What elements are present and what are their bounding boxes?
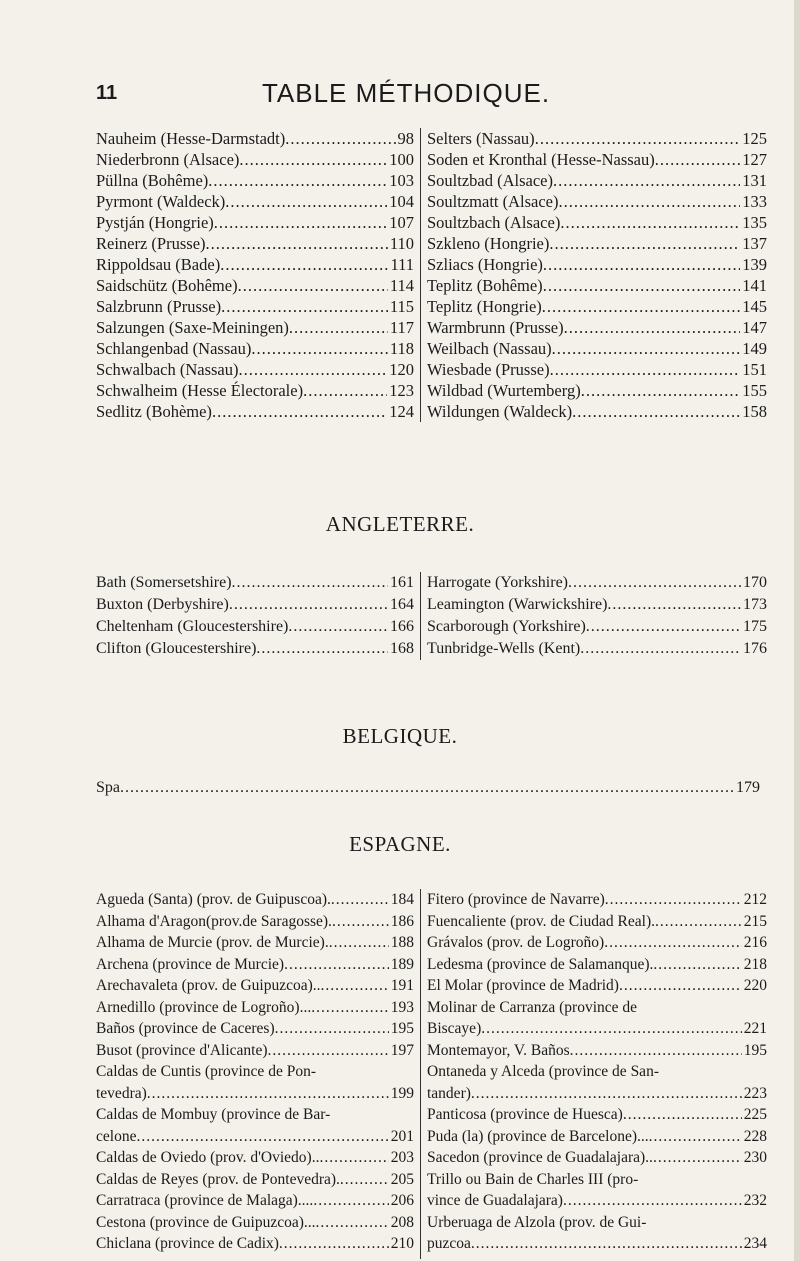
entry-name: Bath (Somersetshire): [96, 574, 232, 591]
index-entry: [427, 317, 767, 338]
index-entry: [96, 296, 414, 317]
index-entry: [427, 254, 767, 275]
entry-name: puzcoa: [427, 1235, 471, 1252]
leader-dots: [275, 1018, 389, 1040]
leader-dots: [607, 594, 741, 616]
entry-name: Wildungen (Waldeck): [427, 402, 573, 421]
entry-page-number: 145: [742, 297, 767, 316]
entry-name: Soden et Kronthal (Hesse-Nassau): [427, 150, 655, 169]
entry-page-number: 203: [390, 1149, 414, 1166]
entry-name: Teplitz (Hongrie): [427, 297, 542, 316]
entry-page-number: 216: [743, 934, 767, 951]
entry-name: Saidschütz (Bohême): [96, 276, 238, 295]
index-entry: [427, 338, 767, 359]
entry-name: Baños (province de Caceres): [96, 1020, 275, 1037]
leader-dots: [550, 359, 741, 380]
entry-name: Niederbronn (Alsace): [96, 150, 240, 169]
index-entry: [96, 997, 414, 1019]
entry-page-number: 220: [743, 977, 767, 994]
entry-name: Schwalheim (Hesse Électorale): [96, 381, 304, 400]
entry-page-number: 133: [742, 192, 767, 211]
entry-page-number: 104: [389, 192, 414, 211]
entry-name: Trillo ou Bain de Charles III (pro-: [427, 1170, 639, 1188]
leader-dots: [549, 233, 740, 254]
entry-name: vince de Guadalajara): [427, 1192, 563, 1209]
index-entry: [96, 1233, 414, 1255]
entry-name: Buxton (Derbyshire): [96, 596, 229, 613]
leader-dots: [653, 1147, 742, 1169]
entry-name: Sedlitz (Bohème): [96, 402, 212, 421]
espagne-right-column: [420, 889, 767, 1259]
leader-dots: [256, 638, 388, 660]
entry-page-number: 188: [390, 934, 414, 951]
entry-name: Grávalos (prov. de Logroño): [427, 934, 605, 951]
entry-name: Tunbridge-Wells (Kent): [427, 640, 581, 657]
entry-page-number: 173: [743, 596, 767, 613]
entry-name: Cestona (province de Guipuzcoa)...: [96, 1213, 316, 1231]
entry-name: Pyrmont (Waldeck): [96, 192, 226, 211]
entry-page-number: 151: [742, 360, 767, 379]
index-entry: [96, 932, 414, 954]
entry-page-number: 170: [743, 574, 767, 591]
leader-dots: [321, 975, 389, 997]
leader-dots: [279, 1233, 389, 1255]
index-entry: [96, 380, 414, 401]
leader-dots: [552, 338, 741, 359]
entry-page-number: 120: [389, 360, 414, 379]
entry-page-number: 208: [390, 1213, 414, 1231]
index-entry: [96, 317, 414, 338]
leader-dots: [580, 638, 741, 660]
entry-page-number: 155: [742, 381, 767, 400]
entry-page-number: 225: [743, 1106, 767, 1123]
entry-page-number: 210: [390, 1235, 414, 1252]
entry-name: Soultzbach (Alsace): [427, 213, 561, 232]
entry-name: Weilbach (Nassau): [427, 339, 552, 358]
leader-dots: [543, 275, 741, 296]
index-entry: [96, 638, 414, 660]
leader-dots: [553, 170, 740, 191]
entry-name: Fitero (province de Navarre): [427, 891, 605, 908]
entry-name: Arechavaleta (prov. de Guipuzcoa)..: [96, 977, 321, 994]
leader-dots: [225, 191, 387, 212]
leader-dots: [535, 128, 741, 149]
entry-page-number: 123: [389, 381, 414, 400]
espagne-left-column: [96, 889, 414, 1255]
entry-name: Caldas de Mombuy (province de Bar-: [96, 1106, 331, 1123]
index-entry: [427, 1126, 767, 1148]
entry-page-number: 135: [742, 213, 767, 232]
entry-page-number: 127: [742, 150, 767, 169]
index-entry: [96, 1126, 414, 1148]
entry-page-number: 199: [390, 1084, 414, 1102]
entry-page-number: 164: [390, 596, 414, 613]
leader-dots: [481, 1018, 742, 1040]
index-entry: [96, 1040, 414, 1062]
allemagne-right-column: [420, 128, 767, 422]
index-entry: [427, 191, 767, 212]
leader-dots: [239, 359, 388, 380]
index-entry: [427, 975, 767, 997]
entry-page-number: 223: [743, 1084, 767, 1102]
index-entry: [427, 128, 767, 149]
index-entry: [96, 954, 414, 976]
index-entry: [427, 380, 767, 401]
entry-name: Molinar de Carranza (province de: [427, 998, 638, 1016]
entry-page-number: 215: [743, 912, 767, 930]
entry-name: Panticosa (province de Huesca): [427, 1106, 623, 1123]
index-entry: [96, 777, 760, 799]
entry-page-number: 158: [742, 402, 767, 421]
entry-page-number: 197: [390, 1041, 414, 1059]
entry-name: Pystján (Hongrie): [96, 213, 214, 232]
entry-page-number: 191: [390, 977, 414, 994]
entry-name: Caldas de Oviedo (prov. d'Oviedo)..: [96, 1149, 320, 1166]
entry-page-number: 193: [390, 998, 414, 1016]
index-entry: [427, 638, 767, 660]
page-edge: [794, 0, 800, 1261]
index-entry: [427, 1040, 767, 1062]
leader-dots: [313, 1190, 388, 1212]
index-entry: [427, 212, 767, 233]
entry-page-number: 232: [743, 1192, 767, 1209]
leader-dots: [212, 401, 387, 422]
entry-name: Ledesma (province de Salamanque).: [427, 955, 654, 973]
entry-name: Ontaneda y Alceda (province de San-: [427, 1063, 659, 1080]
entry-page-number: 98: [397, 129, 414, 148]
entry-page-number: 201: [390, 1127, 414, 1145]
entry-page-number: 107: [389, 213, 414, 232]
leader-dots: [289, 317, 388, 338]
leader-dots: [285, 128, 395, 149]
entry-name: Chiclana (province de Cadix): [96, 1235, 279, 1252]
entry-name: Teplitz (Bohême): [427, 276, 543, 295]
leader-dots: [564, 317, 741, 338]
entry-page-number: 168: [390, 640, 414, 657]
leader-dots: [239, 149, 387, 170]
leader-dots: [586, 616, 741, 638]
index-entry: [96, 1147, 414, 1169]
index-entry: [427, 275, 767, 296]
leader-dots: [570, 1040, 742, 1062]
section-title-espagne: ESPAGNE.: [349, 832, 451, 856]
entry-name: Schwalbach (Nassau): [96, 360, 239, 379]
angleterre-right-column: [420, 572, 767, 660]
leader-dots: [623, 1104, 742, 1126]
index-entry: [96, 889, 414, 911]
leader-dots: [284, 954, 389, 976]
belgique-list: [96, 777, 760, 799]
index-entry: [427, 594, 767, 616]
index-entry: [427, 1104, 767, 1126]
index-entry: [96, 233, 414, 254]
leader-dots: [332, 911, 389, 933]
leader-dots: [147, 1083, 389, 1105]
entry-page-number: 100: [389, 150, 414, 169]
entry-name: Fuencaliente (prov. de Ciudad Real).: [427, 912, 655, 930]
entry-name: Alhama de Murcie (prov. de Murcie).: [96, 934, 329, 951]
entry-name: Caldas de Cuntis (province de Pon-: [96, 1063, 316, 1080]
index-entry: [96, 1169, 414, 1191]
leader-dots: [251, 338, 388, 359]
section-title-belgique: BELGIQUE.: [342, 724, 458, 748]
entry-name: Archena (province de Murcie): [96, 955, 285, 973]
entry-name: Busot (province d'Alicante): [96, 1041, 268, 1059]
leader-dots: [559, 191, 741, 212]
index-entry: [96, 149, 414, 170]
leader-dots: [619, 975, 742, 997]
index-entry: [96, 1212, 414, 1234]
index-entry: [96, 1104, 414, 1126]
entry-page-number: 117: [389, 318, 414, 337]
entry-page-number: 115: [389, 297, 414, 316]
leader-dots: [311, 997, 389, 1019]
entry-page-number: 147: [742, 318, 767, 337]
entry-page-number: 124: [389, 402, 414, 421]
index-entry: [427, 889, 767, 911]
page-number: 11: [96, 82, 118, 104]
index-entry: [427, 572, 767, 594]
index-entry: [427, 170, 767, 191]
leader-dots: [303, 380, 387, 401]
index-entry: [96, 1190, 414, 1212]
entry-name: Agueda (Santa) (prov. de Guipuscoa).: [96, 891, 331, 908]
entry-page-number: 186: [390, 912, 414, 930]
leader-dots: [329, 932, 389, 954]
leader-dots: [220, 254, 388, 275]
leader-dots: [581, 380, 741, 401]
entry-name: Schlangenbad (Nassau): [96, 339, 252, 358]
leader-dots: [542, 296, 740, 317]
entry-page-number: 149: [742, 339, 767, 358]
leader-dots: [229, 594, 388, 616]
leader-dots: [605, 889, 742, 911]
allemagne-left-column: [96, 128, 414, 422]
entry-page-number: 118: [389, 339, 414, 358]
index-entry: [427, 149, 767, 170]
entry-name: Püllna (Bohême): [96, 171, 209, 190]
index-entry: [427, 1018, 767, 1040]
index-entry: [96, 572, 414, 594]
entry-page-number: 234: [743, 1235, 767, 1252]
entry-name: Harrogate (Yorkshire): [427, 574, 568, 591]
entry-page-number: 195: [743, 1041, 767, 1059]
leader-dots: [604, 932, 742, 954]
entry-page-number: 103: [389, 171, 414, 190]
leader-dots: [471, 1233, 742, 1255]
entry-name: Nauheim (Hesse-Darmstadt): [96, 129, 286, 148]
entry-page-number: 111: [390, 255, 414, 274]
entry-page-number: 139: [742, 255, 767, 274]
entry-name: Cheltenham (Gloucestershire): [96, 618, 289, 635]
entry-page-number: 131: [742, 171, 767, 190]
entry-name: Scarborough (Yorkshire): [427, 618, 586, 635]
index-entry: [96, 170, 414, 191]
leader-dots: [221, 296, 388, 317]
leader-dots: [316, 1212, 389, 1234]
index-entry: [427, 1061, 767, 1083]
running-header: [0, 78, 800, 108]
index-entry: [96, 254, 414, 275]
entry-name: Spa: [96, 779, 120, 796]
leader-dots: [568, 572, 741, 594]
index-entry: [427, 1190, 767, 1212]
entry-page-number: 114: [389, 276, 414, 295]
index-entry: [96, 128, 414, 149]
entry-name: Szkleno (Hongrie): [427, 234, 550, 253]
entry-name: Soultzmatt (Alsace): [427, 192, 559, 211]
entry-page-number: 175: [743, 618, 767, 635]
entry-name: Reinerz (Prusse): [96, 234, 206, 253]
entry-name: tander): [427, 1084, 471, 1102]
entry-page-number: 218: [743, 955, 767, 973]
index-entry: [427, 616, 767, 638]
leader-dots: [331, 889, 389, 911]
angleterre-left-column: [96, 572, 414, 660]
leader-dots: [268, 1040, 389, 1062]
index-entry: [427, 401, 767, 422]
index-entry: [96, 338, 414, 359]
entry-name: Carratraca (province de Malaga)....: [96, 1192, 314, 1209]
index-entry: [427, 1233, 767, 1255]
entry-page-number: 230: [743, 1149, 767, 1166]
entry-name: Arnedillo (province de Logroño)...: [96, 998, 312, 1016]
section-title-angleterre: ANGLETERRE.: [325, 512, 475, 536]
index-entry: [96, 401, 414, 422]
index-entry: [96, 212, 414, 233]
index-entry: [427, 911, 767, 933]
entry-name: Selters (Nassau): [427, 129, 535, 148]
leader-dots: [319, 1147, 388, 1169]
index-entry: [96, 616, 414, 638]
leader-dots: [560, 212, 740, 233]
entry-name: Rippoldsau (Bade): [96, 255, 221, 274]
entry-page-number: 141: [742, 276, 767, 295]
index-entry: [427, 233, 767, 254]
leader-dots: [206, 233, 388, 254]
entry-name: Warmbrunn (Prusse): [427, 318, 564, 337]
index-entry: [96, 191, 414, 212]
index-entry: [427, 1169, 767, 1191]
index-entry: [96, 359, 414, 380]
entry-page-number: 125: [742, 129, 767, 148]
entry-name: El Molar (province de Madrid): [427, 977, 619, 994]
leader-dots: [120, 777, 734, 799]
leader-dots: [655, 911, 742, 933]
index-entry: [96, 1018, 414, 1040]
index-entry: [96, 594, 414, 616]
index-entry: [427, 932, 767, 954]
entry-page-number: 110: [389, 234, 414, 253]
index-entry: [96, 1083, 414, 1105]
index-entry: [427, 296, 767, 317]
entry-page-number: 195: [390, 1020, 414, 1037]
index-entry: [427, 1212, 767, 1234]
entry-name: Szliacs (Hongrie): [427, 255, 543, 274]
entry-name: tevedra): [96, 1084, 147, 1102]
entry-page-number: 137: [742, 234, 767, 253]
entry-name: Montemayor, V. Baños: [427, 1041, 570, 1059]
leader-dots: [214, 212, 387, 233]
entry-page-number: 206: [390, 1192, 414, 1209]
entry-page-number: 221: [743, 1020, 767, 1037]
entry-name: celone: [96, 1127, 137, 1145]
leader-dots: [238, 275, 388, 296]
leader-dots: [653, 954, 741, 976]
entry-name: Urberuaga de Alzola (prov. de Gui-: [427, 1213, 647, 1231]
entry-page-number: 161: [390, 574, 414, 591]
entry-name: Alhama d'Aragon(prov.de Saragosse).: [96, 912, 332, 930]
index-entry: [96, 975, 414, 997]
leader-dots: [649, 1126, 742, 1148]
leader-dots: [288, 616, 388, 638]
leader-dots: [136, 1126, 388, 1148]
leader-dots: [340, 1169, 389, 1191]
entry-name: Wildbad (Wurtemberg): [427, 381, 581, 400]
entry-page-number: 189: [390, 955, 414, 973]
entry-name: Clifton (Gloucestershire): [96, 640, 257, 657]
index-entry: [96, 1061, 414, 1083]
leader-dots: [563, 1190, 742, 1212]
entry-page-number: 205: [390, 1170, 414, 1188]
entry-page-number: 184: [390, 891, 414, 908]
entry-page-number: 166: [390, 618, 414, 635]
entry-page-number: 212: [743, 891, 767, 908]
index-entry: [427, 1147, 767, 1169]
index-entry: [427, 1083, 767, 1105]
page-title: TABLE MÉTHODIQUE.: [261, 78, 551, 108]
entry-name: Salzungen (Saxe-Meiningen): [96, 318, 289, 337]
entry-page-number: 176: [743, 640, 767, 657]
entry-name: Leamington (Warwickshire): [427, 596, 608, 613]
entry-name: Sacedon (province de Guadalajara)..: [427, 1149, 653, 1166]
entry-name: Salzbrunn (Prusse): [96, 297, 222, 316]
entry-name: Puda (la) (province de Barcelone)...: [427, 1127, 649, 1145]
index-entry: [96, 275, 414, 296]
leader-dots: [208, 170, 387, 191]
leader-dots: [232, 572, 388, 594]
leader-dots: [543, 254, 740, 275]
leader-dots: [471, 1083, 742, 1105]
entry-page-number: 179: [736, 779, 760, 796]
index-entry: [427, 997, 767, 1019]
entry-name: Caldas de Reyes (prov. de Pontevedra).: [96, 1170, 340, 1188]
entry-name: Soultzbad (Alsace): [427, 171, 553, 190]
leader-dots: [572, 401, 740, 422]
entry-name: Biscaye): [427, 1020, 482, 1037]
index-entry: [427, 359, 767, 380]
entry-name: Wiesbade (Prusse): [427, 360, 550, 379]
index-entry: [96, 911, 414, 933]
leader-dots: [655, 149, 741, 170]
index-entry: [427, 954, 767, 976]
entry-page-number: 228: [743, 1127, 767, 1145]
